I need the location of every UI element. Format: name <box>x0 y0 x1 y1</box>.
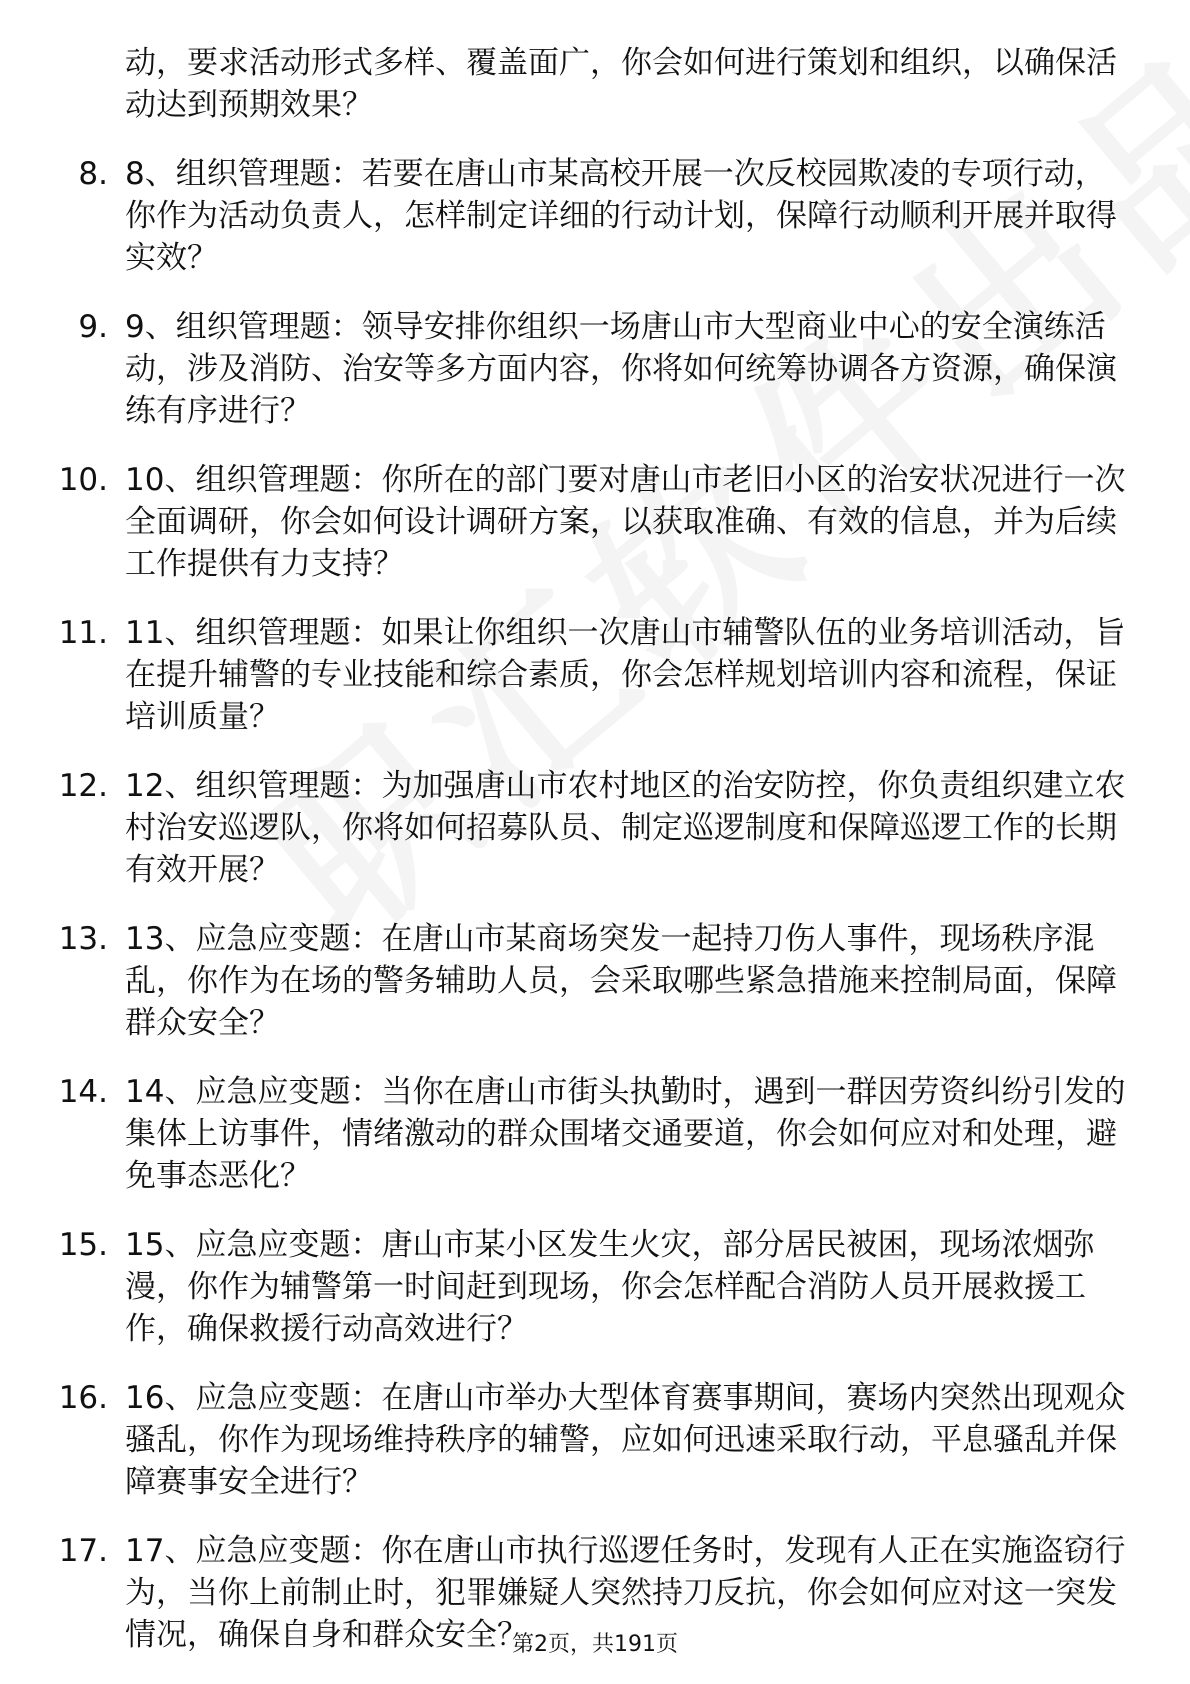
item-number: 17. <box>58 1533 108 1569</box>
item-number: 14. <box>58 1074 108 1110</box>
continuation-text: 动，要求活动形式多样、覆盖面广，你会如何进行策划和组织，以确保活动达到预期效果？ <box>125 45 1117 123</box>
list-item <box>0 306 1190 432</box>
list-item <box>0 1377 1190 1503</box>
list-item <box>0 459 1190 585</box>
item-text: 8、组织管理题：若要在唐山市某高校开展一次反校园欺凌的专项行动，你作为活动负责人，怎样制定详细的行动计划，保障行动顺利开展并取得实效？ <box>125 156 1117 276</box>
item-number: 13. <box>58 921 108 957</box>
item-text: 9、组织管理题：领导安排你组织一场唐山市大型商业中心的安全演练活动，涉及消防、治安等多方面内容，你将如何统筹协调各方资源，确保演练有序进行？ <box>125 309 1117 429</box>
list-item <box>0 765 1190 891</box>
item-text: 12、组织管理题：为加强唐山市农村地区的治安防控，你负责组织建立农村治安巡逻队，你将如何招募队员、制定巡逻制度和保障巡逻工作的长期有效开展？ <box>125 768 1126 888</box>
list-item <box>0 612 1190 738</box>
list-item <box>0 153 1190 279</box>
list-item <box>0 1224 1190 1350</box>
item-number: 15. <box>58 1227 108 1263</box>
item-text: 13、应急应变题：在唐山市某商场突发一起持刀伤人事件，现场秩序混乱，你作为在场的警务辅助人员，会采取哪些紧急措施来控制局面，保障群众安全？ <box>125 921 1117 1041</box>
item-text: 16、应急应变题：在唐山市举办大型体育赛事期间，赛场内突然出现观众骚乱，你作为现场维持秩序的辅警，应如何迅速采取行动，平息骚乱并保障赛事安全进行？ <box>125 1380 1126 1500</box>
item-text: 15、应急应变题：唐山市某小区发生火灾，部分居民被困，现场浓烟弥漫，你作为辅警第一时间赶到现场，你会怎样配合消防人员开展救援工作，确保救援行动高效进行？ <box>125 1227 1095 1347</box>
list-item <box>0 918 1190 1044</box>
item-number: 11. <box>58 615 108 651</box>
item-text: 14、应急应变题：当你在唐山市街头执勤时，遇到一群因劳资纠纷引发的集体上访事件，情绪激动的群众围堵交通要道，你会如何应对和处理，避免事态恶化？ <box>125 1074 1126 1194</box>
list-item <box>0 1071 1190 1197</box>
item-text: 10、组织管理题：你所在的部门要对唐山市老旧小区的治安状况进行一次全面调研，你会如何设计调研方案，以获取准确、有效的信息，并为后续工作提供有力支持？ <box>125 462 1126 582</box>
item-number: 12. <box>58 768 108 804</box>
item-text: 11、组织管理题：如果让你组织一次唐山市辅警队伍的业务培训活动，旨在提升辅警的专业技能和综合素质，你会怎样规划培训内容和流程，保证培训质量？ <box>125 615 1126 735</box>
item-number: 16. <box>58 1380 108 1416</box>
question-list <box>0 42 1190 1683</box>
item-text: 17、应急应变题：你在唐山市执行巡逻任务时，发现有人正在实施盗窃行为，当你上前制止时，犯罪嫌疑人突然持刀反抗，你会如何应对这一突发情况，确保自身和群众安全？ <box>125 1533 1126 1653</box>
page-footer: 第2页，共191页 <box>512 1632 678 1657</box>
item-number: 9. <box>78 309 108 345</box>
item-number: 8. <box>78 156 108 192</box>
item-number: 10. <box>58 462 108 498</box>
